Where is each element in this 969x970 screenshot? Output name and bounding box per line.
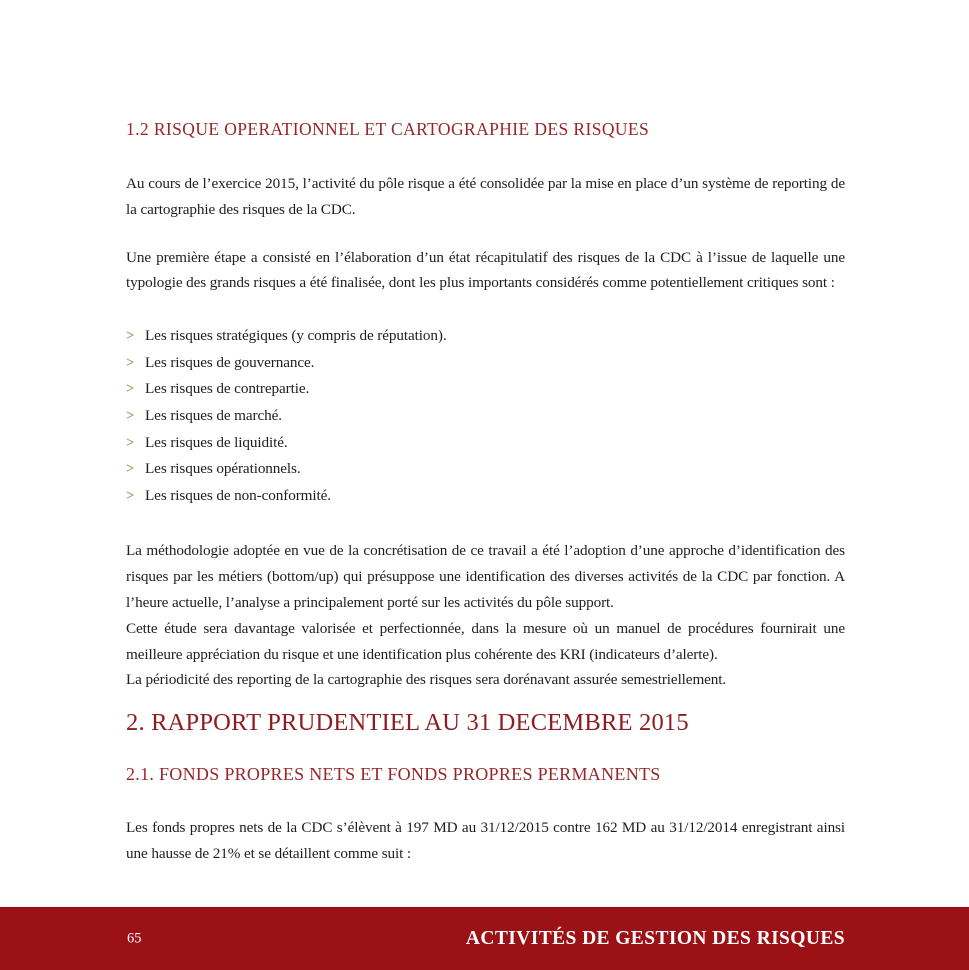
chevron-bullet-icon: > — [126, 354, 135, 371]
list-item-label: Les risques stratégiques (y compris de réputation). — [145, 327, 447, 345]
footer-title: ACTIVITÉS DE GESTION DES RISQUES — [465, 927, 845, 949]
list-item-label: Les risques de marché. — [145, 406, 282, 424]
page-footer — [0, 907, 969, 970]
list-item — [126, 456, 845, 483]
list-item — [126, 403, 845, 430]
page-number: 65 — [127, 930, 142, 946]
risk-type-list — [126, 323, 845, 509]
chevron-bullet-icon: > — [126, 487, 135, 504]
list-item — [126, 350, 845, 377]
chevron-bullet-icon: > — [126, 328, 135, 345]
list-item — [126, 323, 845, 350]
list-item — [126, 483, 845, 510]
chevron-bullet-icon: > — [126, 461, 135, 478]
list-item — [126, 430, 845, 457]
paragraph-premiere-etape: Une première étape a consisté en l’élaboration d’un état récapitulatif des risques de la CDC à l’issue de laquelle une typologie des grands risques a été finalisée, dont les plus importants considérés comme potentiellement critiques sont : — [126, 248, 845, 292]
list-item — [126, 376, 845, 403]
paragraph-etude: Cette étude sera davantage valorisée et perfectionnée, dans la mesure où un manuel de procédures fournirait une meilleure appréciation du risque et une identification plus cohérente des KRI (indicateurs d’alerte). — [126, 619, 845, 663]
section-2-heading: 2. RAPPORT PRUDENTIEL AU 31 DECEMBRE 2015 — [126, 709, 689, 737]
list-item-label: Les risques de gouvernance. — [145, 353, 315, 371]
list-item-label: Les risques de non-conformité. — [145, 486, 331, 504]
list-item-label: Les risques opérationnels. — [145, 460, 301, 478]
chevron-bullet-icon: > — [126, 381, 135, 398]
paragraph-fonds-propres: Les fonds propres nets de la CDC s’élèvent à 197 MD au 31/12/2015 contre 162 MD au 31/12/2014 enregistrant ainsi une hausse de 21% et se détaillent comme suit : — [126, 819, 845, 862]
paragraph-periodicite: La périodicité des reporting de la cartographie des risques sera dorénavant assurée semestriellement. — [126, 671, 727, 689]
chevron-bullet-icon: > — [126, 407, 135, 424]
methodology-paragraph-block — [126, 538, 845, 693]
list-item-label: Les risques de liquidité. — [145, 433, 288, 451]
section-1-2-heading: 1.2 RISQUE OPERATIONNEL ET CARTOGRAPHIE DES RISQUES — [126, 119, 650, 139]
paragraph-consolidation: Au cours de l’exercice 2015, l’activité du pôle risque a été consolidée par la mise en place d’un système de reporting de la cartographie des risques de la CDC. — [126, 175, 845, 218]
chevron-bullet-icon: > — [126, 434, 135, 451]
page-content — [126, 0, 845, 867]
paragraph-methodologie: La méthodologie adoptée en vue de la concrétisation de ce travail a été l’adoption d’une approche d’identification des risques par les métiers (bottom/up) qui présuppose une identification des diverses activités de la CDC par fonction. A l’heure actuelle, l’analyse a principalement porté sur les activités du pôle support. — [126, 542, 845, 611]
list-item-label: Les risques de contrepartie. — [145, 380, 310, 398]
section-2-1-heading: 2.1. FONDS PROPRES NETS ET FONDS PROPRES PERMANENTS — [126, 764, 661, 785]
